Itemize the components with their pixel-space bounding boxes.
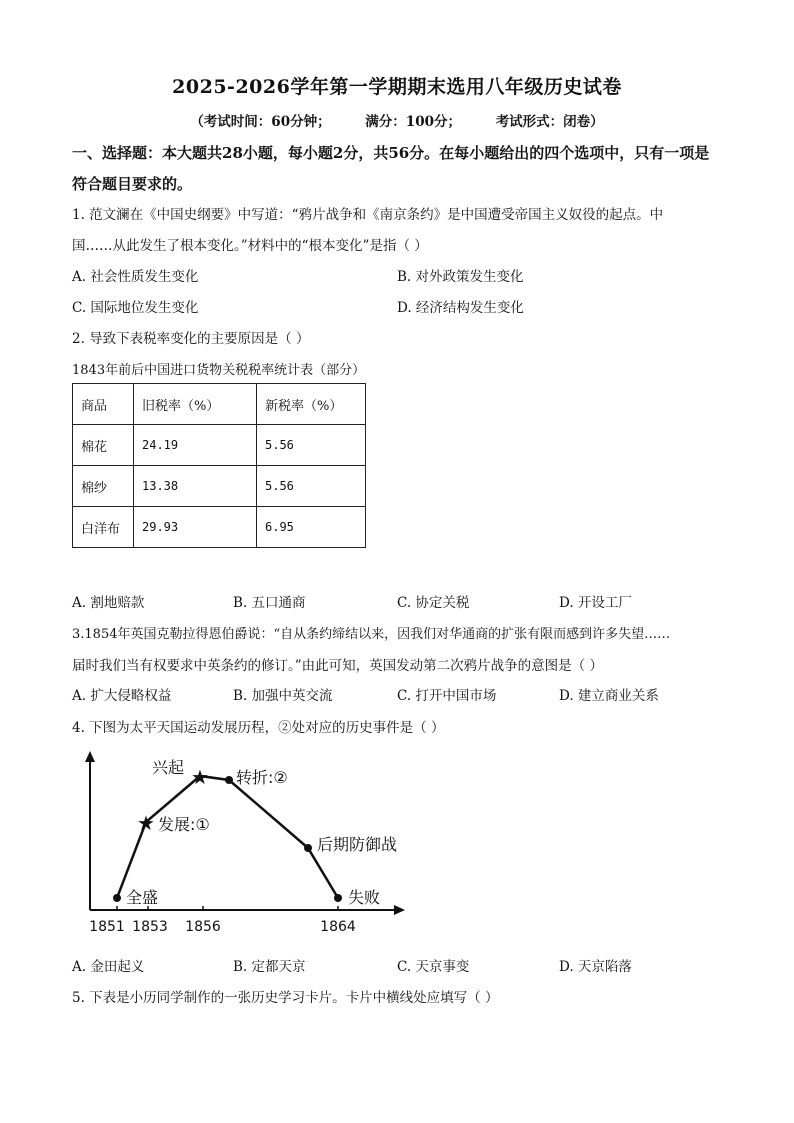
taiping-timeline-diagram bbox=[72, 748, 412, 938]
exam-score: 满分：100分； bbox=[365, 114, 461, 130]
label-defense: 后期防御战 bbox=[317, 835, 398, 854]
exam-title: 2025-2026学年第一学期期末选用八年级历史试卷 bbox=[172, 76, 622, 98]
q1-option-a[interactable]: A. 社会性质发生变化 bbox=[72, 269, 199, 285]
label-develop: 发展:① bbox=[158, 815, 210, 834]
exam-time: （考试时间：60分钟； bbox=[190, 114, 331, 130]
table-cell: 棉纱 bbox=[73, 466, 134, 507]
q3-option-b[interactable]: B. 加强中英交流 bbox=[233, 688, 333, 704]
q2-table-title: 1843年前后中国进口货物关税税率统计表（部分） bbox=[72, 363, 366, 378]
table-row bbox=[73, 507, 366, 548]
star-rise-icon: ★ bbox=[191, 765, 209, 789]
year-label: 1853 bbox=[132, 919, 168, 935]
table-header-cell: 旧税率（%） bbox=[134, 384, 257, 425]
table-header-row bbox=[73, 384, 366, 425]
q1-option-b[interactable]: B. 对外政策发生变化 bbox=[397, 269, 524, 285]
q1-option-d[interactable]: D. 经济结构发生变化 bbox=[397, 300, 524, 316]
q3-stem-line1: 3.1854年英国克勒拉得恩伯爵说：“自从条约缔结以来，因我们对华通商的扩张有限而感到许多失望…… bbox=[72, 627, 671, 642]
q1-stem-line1: 1. 范文澜在《中国史纲要》中写道：“鸦片战争和《南京条约》是中国遭受帝国主义奴役的起点。中 bbox=[72, 207, 664, 223]
q1-option-c[interactable]: C. 国际地位发生变化 bbox=[72, 300, 199, 316]
table-cell: 棉花 bbox=[73, 425, 134, 466]
table-header-cell: 商品 bbox=[73, 384, 134, 425]
year-label: 1856 bbox=[185, 919, 221, 935]
section-heading: 一、选择题：本大题共28小题，每小题2分，共56分。在每小题给出的四个选项中，只有一项是符合题目要求的。 bbox=[72, 144, 710, 193]
point-defense bbox=[304, 844, 312, 852]
table-cell: 13.38 bbox=[134, 466, 257, 507]
q5-stem: 5. 下表是小历同学制作的一张历史学习卡片。卡片中横线处应填写（ ） bbox=[72, 990, 499, 1006]
y-axis-arrow bbox=[85, 751, 95, 762]
x-axis-arrow bbox=[394, 905, 405, 915]
q2-option-c[interactable]: C. 协定关税 bbox=[397, 595, 470, 611]
table-cell: 29.93 bbox=[134, 507, 257, 548]
q4-option-b[interactable]: B. 定都天京 bbox=[233, 959, 306, 975]
q4-option-c[interactable]: C. 天京事变 bbox=[397, 959, 470, 975]
q4-option-a[interactable]: A. 金田起义 bbox=[72, 959, 145, 975]
q4-stem: 4. 下图为太平天国运动发展历程，②处对应的历史事件是（ ） bbox=[72, 720, 445, 736]
point-fail bbox=[334, 894, 342, 902]
point-peak bbox=[113, 894, 121, 902]
year-label: 1851 bbox=[89, 919, 125, 935]
q3-option-c[interactable]: C. 打开中国市场 bbox=[397, 688, 497, 704]
table-cell: 5.56 bbox=[257, 466, 366, 507]
star-develop-icon: ★ bbox=[137, 811, 155, 835]
q2-option-a[interactable]: A. 割地赔款 bbox=[72, 595, 145, 611]
exam-info bbox=[0, 110, 794, 130]
table-cell: 24.19 bbox=[134, 425, 257, 466]
table-cell: 白洋布 bbox=[73, 507, 134, 548]
exam-format: 考试形式：闭卷） bbox=[495, 114, 604, 130]
label-peak: 全盛 bbox=[126, 888, 159, 907]
table-header-cell: 新税率（%） bbox=[257, 384, 366, 425]
trend-line bbox=[117, 776, 338, 898]
q3-stem-line2: 届时我们当有权要求中英条约的修订。”由此可知，英国发动第二次鸦片战争的意图是（ ） bbox=[72, 658, 603, 674]
q2-option-b[interactable]: B. 五口通商 bbox=[233, 595, 306, 611]
q4-option-d[interactable]: D. 天京陷落 bbox=[559, 959, 632, 975]
table-row bbox=[73, 425, 366, 466]
q2-stem: 2. 导致下表税率变化的主要原因是（ ） bbox=[72, 331, 310, 347]
q1-stem-line2: 国……从此发生了根本变化。”材料中的“根本变化”是指（ ） bbox=[72, 238, 428, 254]
label-fail: 失败 bbox=[348, 888, 381, 907]
q3-option-d[interactable]: D. 建立商业关系 bbox=[559, 688, 659, 704]
q3-option-a[interactable]: A. 扩大侵略权益 bbox=[72, 688, 172, 704]
label-turn: 转折:② bbox=[236, 768, 288, 787]
label-rise: 兴起 bbox=[152, 758, 185, 777]
tax-rate-table bbox=[72, 383, 366, 548]
table-row bbox=[73, 466, 366, 507]
point-turn bbox=[225, 776, 233, 784]
table-cell: 5.56 bbox=[257, 425, 366, 466]
q2-option-d[interactable]: D. 开设工厂 bbox=[559, 595, 632, 611]
table-cell: 6.95 bbox=[257, 507, 366, 548]
year-label: 1864 bbox=[320, 919, 356, 935]
